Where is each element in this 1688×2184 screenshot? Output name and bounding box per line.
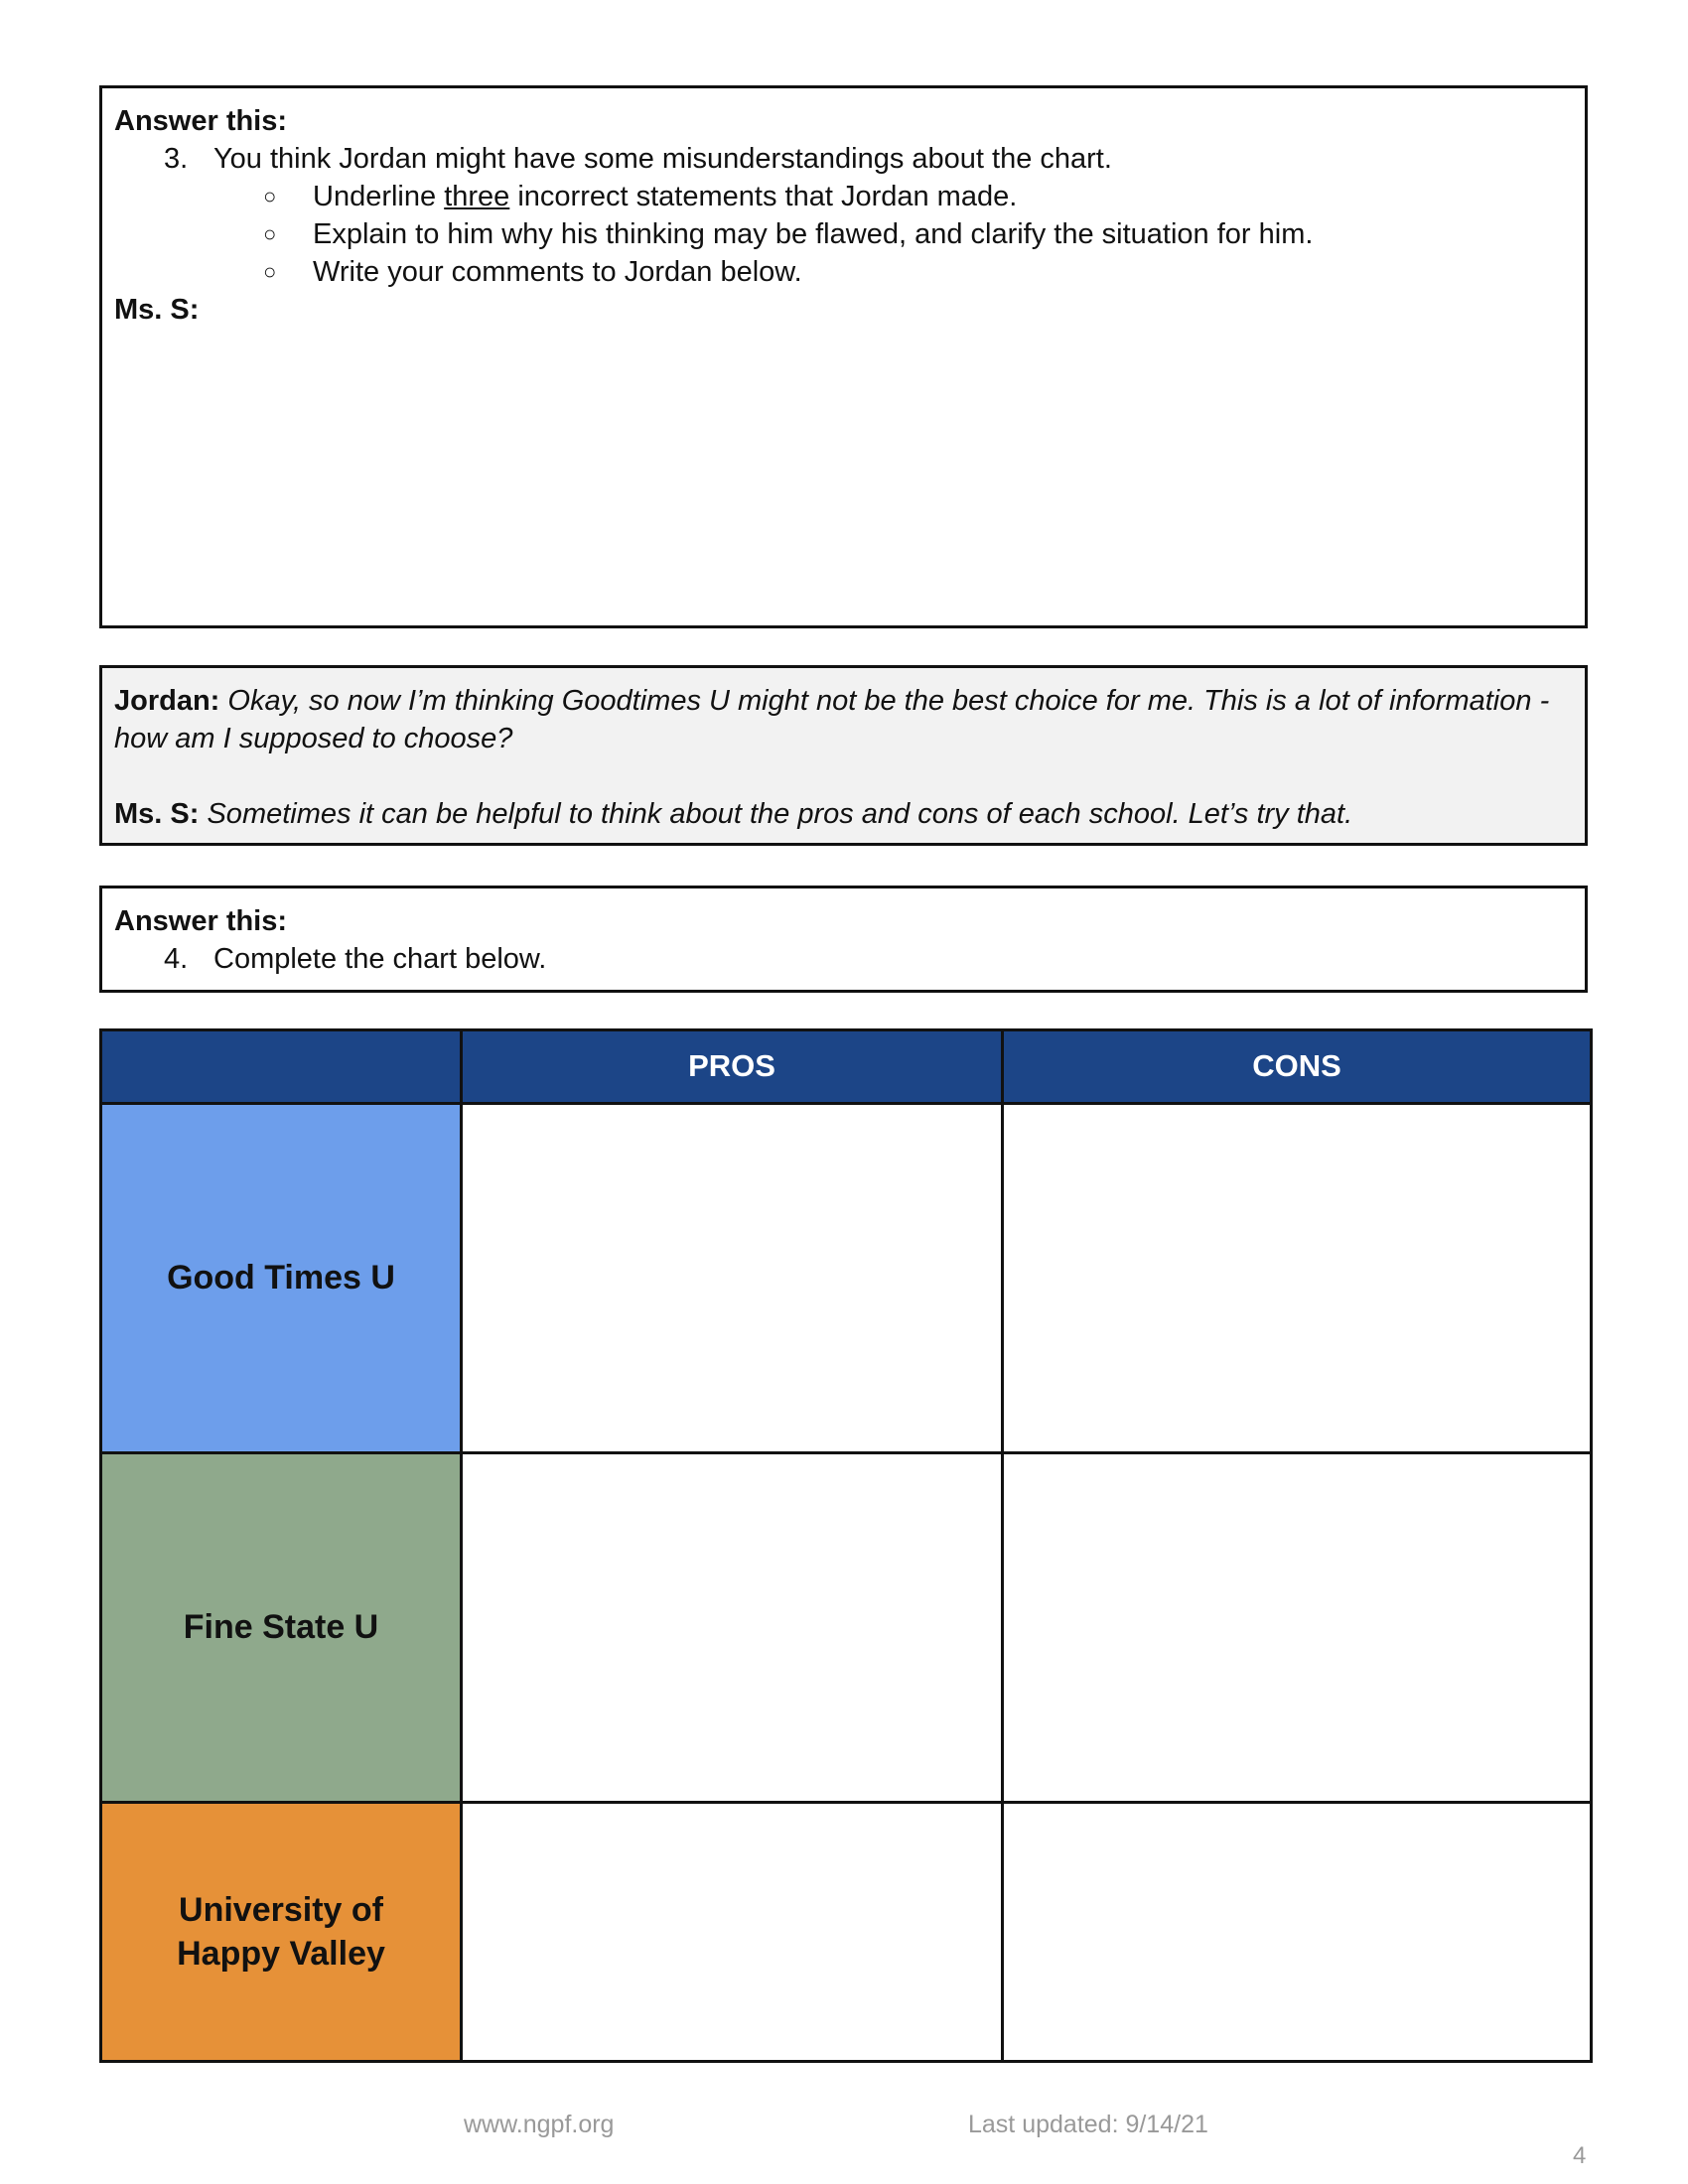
underlined-word: three [444,181,510,212]
question-number: 4. [164,943,189,975]
pros-cell[interactable] [462,1452,1003,1802]
bullet-item [114,178,1573,215]
bullet-item [114,215,1573,253]
school-name-cell: Fine State U [101,1452,462,1802]
table-header-row [101,1030,1592,1104]
speaker-label: Ms. S: [114,798,200,830]
question-number: 3. [164,143,189,175]
dialogue-box [99,665,1588,846]
cons-cell[interactable] [1003,1452,1592,1802]
pros-cell[interactable] [462,1802,1003,2061]
bullet-text: Underline [313,181,445,212]
bullet-text: Explain to him why his thinking may be flawed, and clarify the situation for him. [313,218,1314,250]
circle-bullet-icon: ○ [263,221,277,246]
page-number: 4 [1573,2142,1587,2169]
cons-cell[interactable] [1003,1103,1592,1452]
circle-bullet-icon: ○ [263,184,277,208]
header-pros: PROS [462,1030,1003,1104]
cons-cell[interactable] [1003,1802,1592,2061]
response-area[interactable] [114,329,1573,616]
table-row [101,1103,1592,1452]
question-3-prompt [114,140,1573,178]
answer-heading: Answer this: [114,105,288,137]
pros-cell[interactable] [462,1103,1003,1452]
dialogue-text: Sometimes it can be helpful to think about the pros and cons of each school. Let’s try that. [207,798,1353,830]
question-4-prompt [114,940,1573,978]
school-name-cell: Good Times U [101,1103,462,1452]
question-3-box [99,85,1588,628]
bullet-text: incorrect statements that Jordan made. [509,181,1018,212]
footer-last-updated: Last updated: 9/14/21 [968,2111,1208,2138]
header-blank-cell [101,1030,462,1104]
school-name-line: Happy Valley [177,1934,385,1973]
response-label: Ms. S: [114,294,200,326]
speaker-label: Jordan: [114,685,220,717]
question-4-box [99,886,1588,993]
question-text: Complete the chart below. [213,943,547,975]
ms-s-line [114,795,1573,833]
jordan-line [114,682,1573,757]
footer-url[interactable]: www.ngpf.org [464,2111,615,2138]
school-name-line: University of [179,1890,383,1929]
answer-heading: Answer this: [114,905,288,937]
table-row [101,1802,1592,2061]
header-cons: CONS [1003,1030,1592,1104]
bullet-text: Write your comments to Jordan below. [313,256,802,288]
table-row [101,1452,1592,1802]
question-text: You think Jordan might have some misunderstandings about the chart. [213,143,1112,175]
circle-bullet-icon: ○ [263,259,277,284]
pros-cons-table [99,1028,1593,2063]
bullet-item [114,253,1573,291]
dialogue-text: Okay, so now I’m thinking Goodtimes U might not be the best choice for me. This is a lot of information - how am I supposed to choose? [114,685,1550,754]
school-name-cell [101,1802,462,2061]
